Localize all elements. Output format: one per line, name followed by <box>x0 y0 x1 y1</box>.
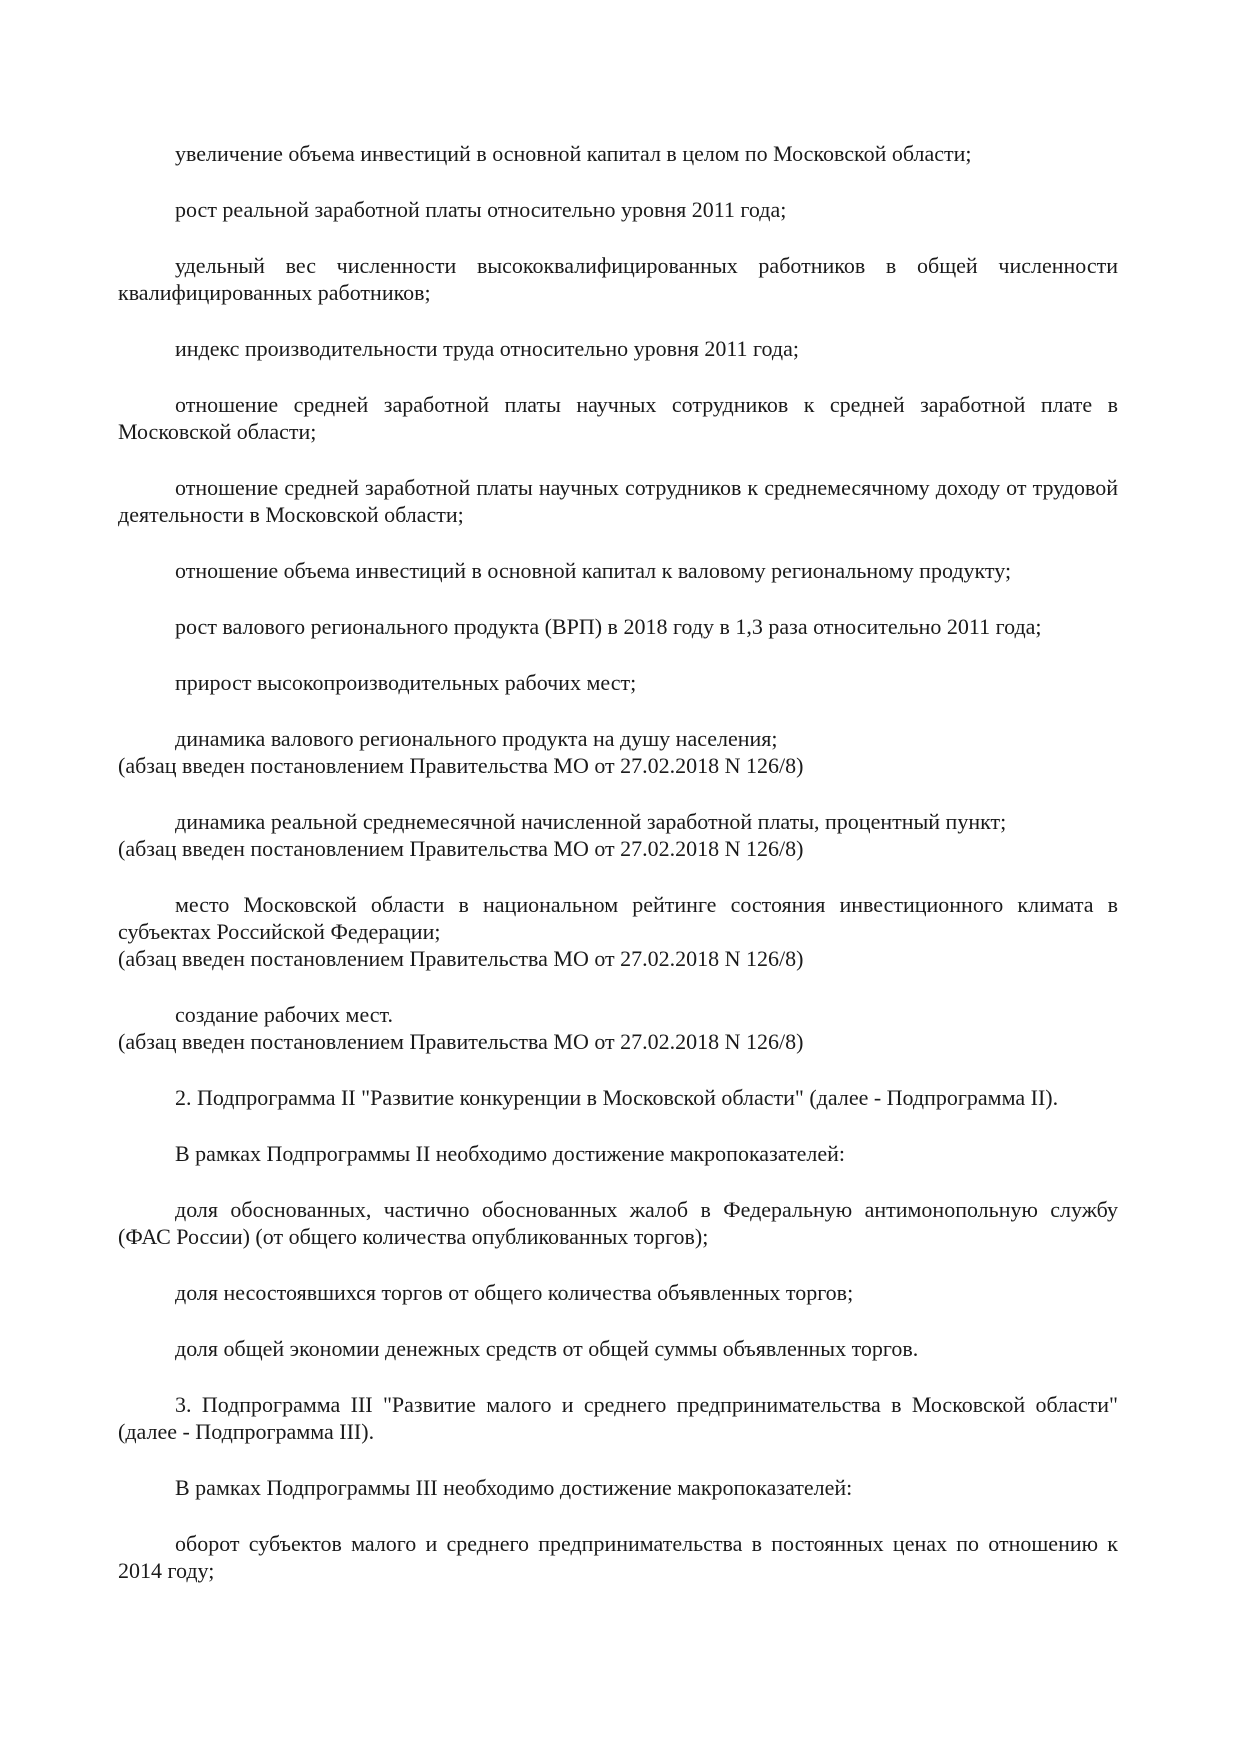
paragraph <box>118 1474 1118 1501</box>
paragraph <box>118 1196 1118 1250</box>
paragraph-text: рост валового регионального продукта (ВРП) в 2018 году в 1,3 раза относительно 2011 года; <box>175 614 1042 639</box>
amendment-note: (абзац введен постановлением Правительства МО от 27.02.2018 N 126/8) <box>118 946 804 971</box>
document-page <box>118 140 1118 1613</box>
paragraph-text: В рамках Подпрограммы II необходимо достижение макропоказателей: <box>175 1141 845 1166</box>
paragraph <box>118 391 1118 445</box>
paragraph-text: отношение объема инвестиций в основной капитал к валовому региональному продукту; <box>175 558 1012 583</box>
amendment-note: (абзац введен постановлением Правительства МО от 27.02.2018 N 126/8) <box>118 1029 804 1054</box>
paragraph <box>118 1279 1118 1306</box>
paragraph-text: отношение средней заработной платы научных сотрудников к среднемесячному доходу от трудовой деятельности в Московской области; <box>118 475 1118 527</box>
paragraph <box>118 196 1118 223</box>
paragraph <box>118 669 1118 696</box>
paragraph <box>118 891 1118 972</box>
section-heading <box>118 1391 1118 1445</box>
section-heading <box>118 1084 1118 1111</box>
paragraph-text: В рамках Подпрограммы III необходимо достижение макропоказателей: <box>175 1475 853 1500</box>
paragraph-text: доля несостоявшихся торгов от общего количества объявленных торгов; <box>175 1280 854 1305</box>
paragraph-text: прирост высокопроизводительных рабочих мест; <box>175 670 637 695</box>
paragraph-text: оборот субъектов малого и среднего предпринимательства в постоянных ценах по отношению к 2014 году; <box>118 1531 1118 1583</box>
paragraph <box>118 1001 1118 1055</box>
paragraph-text: динамика реальной среднемесячной начисленной заработной платы, процентный пункт; <box>175 809 1007 834</box>
amendment-note: (абзац введен постановлением Правительства МО от 27.02.2018 N 126/8) <box>118 753 804 778</box>
paragraph <box>118 474 1118 528</box>
paragraph-text: создание рабочих мест. <box>175 1002 394 1027</box>
paragraph <box>118 1140 1118 1167</box>
paragraph-text: 2. Подпрограмма II "Развитие конкуренции в Московской области" (далее - Подпрограмма II). <box>175 1085 1059 1110</box>
paragraph <box>118 808 1118 862</box>
paragraph-text: место Московской области в национальном рейтинге состояния инвестиционного климата в субъектах Российской Федерации; <box>118 892 1118 944</box>
paragraph <box>118 252 1118 306</box>
paragraph <box>118 725 1118 779</box>
paragraph <box>118 557 1118 584</box>
paragraph <box>118 1335 1118 1362</box>
paragraph <box>118 613 1118 640</box>
paragraph-text: индекс производительности труда относительно уровня 2011 года; <box>175 336 799 361</box>
paragraph-text: рост реальной заработной платы относительно уровня 2011 года; <box>175 197 787 222</box>
paragraph-text: удельный вес численности высококвалифицированных работников в общей численности квалифицированных работников; <box>118 253 1118 305</box>
paragraph <box>118 140 1118 167</box>
paragraph-text: доля общей экономии денежных средств от общей суммы объявленных торгов. <box>175 1336 919 1361</box>
paragraph-text: отношение средней заработной платы научных сотрудников к средней заработной плате в Московской области; <box>118 392 1118 444</box>
paragraph-text: динамика валового регионального продукта на душу населения; <box>175 726 778 751</box>
paragraph-text: увеличение объема инвестиций в основной капитал в целом по Московской области; <box>175 141 972 166</box>
paragraph <box>118 1530 1118 1584</box>
amendment-note: (абзац введен постановлением Правительства МО от 27.02.2018 N 126/8) <box>118 836 804 861</box>
paragraph <box>118 335 1118 362</box>
paragraph-text: 3. Подпрограмма III "Развитие малого и среднего предпринимательства в Московской области" (далее - Подпрограмма III). <box>118 1392 1118 1444</box>
paragraph-text: доля обоснованных, частично обоснованных жалоб в Федеральную антимонопольную службу (ФАС России) (от общего количества опубликованных торгов); <box>118 1197 1118 1249</box>
